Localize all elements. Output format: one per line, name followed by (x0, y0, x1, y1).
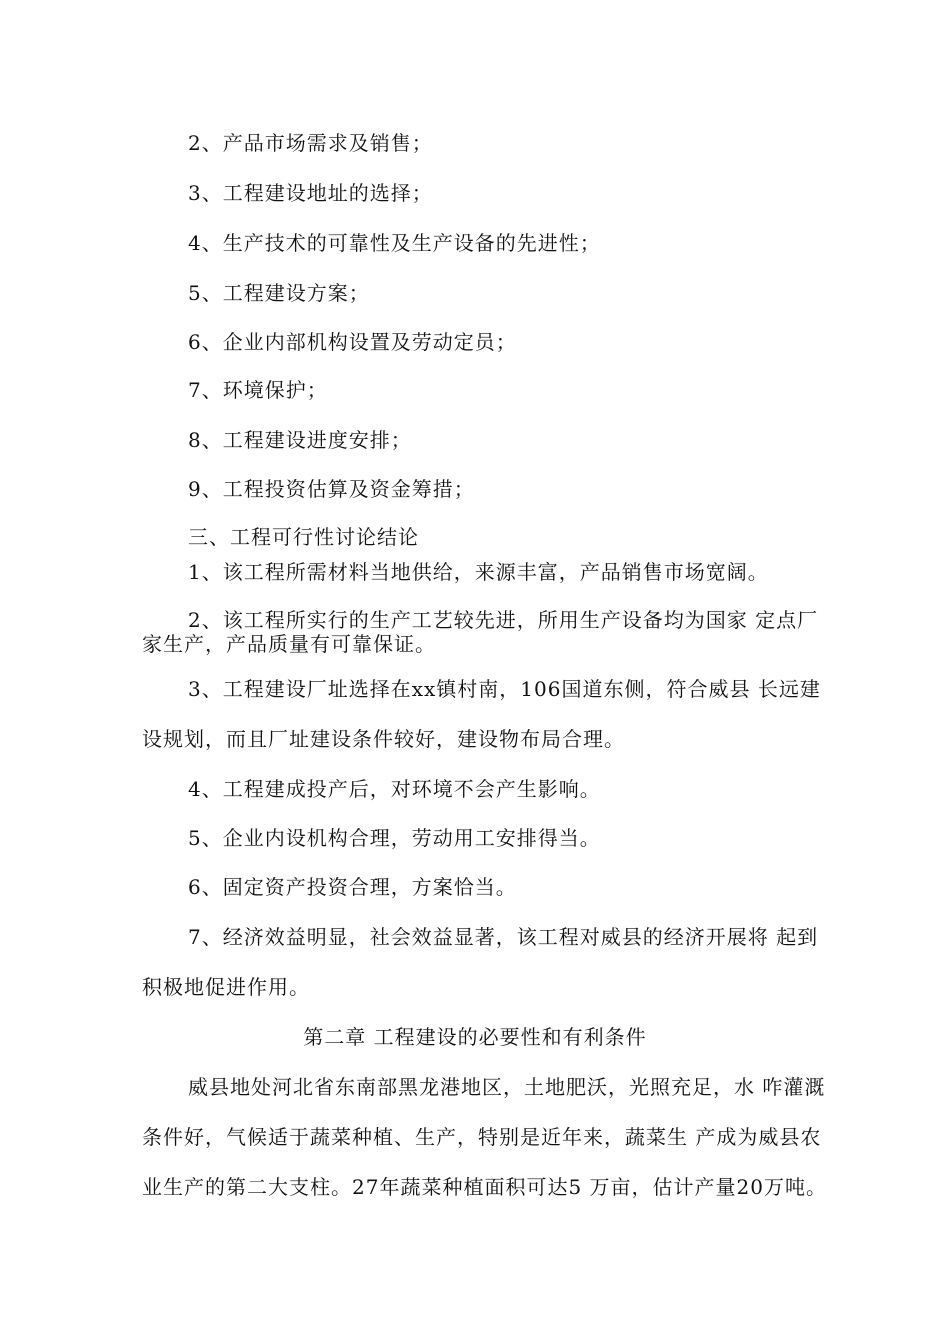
list-item-5: 5、工程建设方案； (188, 281, 370, 305)
chapter-paragraph-line-2: 条件好，气候适于蔬菜种植、生产，特别是近年来，蔬菜生 产成为威县农 (142, 1125, 822, 1149)
conclusion-paragraph-3-line-1: 3、工程建设厂址选择在xx镇村南，106国道东侧，符合威县 长远建 (188, 677, 821, 701)
chapter-paragraph-line-1: 威县地处河北省东南部黑龙港地区，土地肥沃，光照充足，水 咋灌溉 (188, 1075, 826, 1099)
section-heading-conclusion: 三、工程可行性讨论结论 (188, 525, 419, 549)
conclusion-paragraph-1: 1、该工程所需材料当地供给，来源丰富，产品销售市场宽阔。 (188, 560, 769, 584)
conclusion-paragraph-2-line-2: 家生产，产品质量有可靠保证。 (142, 632, 436, 656)
list-item-3: 3、工程建设地址的选择； (188, 181, 433, 205)
list-item-7: 7、环境保护； (188, 378, 328, 402)
conclusion-paragraph-7-line-1: 7、经济效益明显，社会效益显著，该工程对威县的经济开展将 起到 (188, 925, 819, 949)
list-item-4: 4、生产技术的可靠性及生产设备的先进性； (188, 231, 601, 255)
list-item-9: 9、工程投资估算及资金筹措； (188, 477, 475, 501)
list-item-6: 6、企业内部机构设置及劳动定员； (188, 330, 517, 354)
conclusion-paragraph-6: 6、固定资产投资合理，方案恰当。 (188, 875, 517, 899)
conclusion-paragraph-3-line-2: 设规划，而且厂址建设条件较好，建设物布局合理。 (142, 727, 625, 751)
chapter-title: 第二章 工程建设的必要性和有利条件 (303, 1025, 647, 1049)
conclusion-paragraph-4: 4、工程建成投产后，对环境不会产生影响。 (188, 777, 601, 801)
conclusion-paragraph-7-line-2: 积极地促进作用。 (142, 975, 310, 999)
conclusion-paragraph-2-line-1: 2、该工程所实行的生产工艺较先进，所用生产设备均为国家 定点厂 (188, 608, 819, 632)
chapter-paragraph-line-3: 业生产的第二大支柱。27年蔬菜种植面积可达5 万亩，估计产量20万吨。 (142, 1175, 827, 1199)
list-item-8: 8、工程建设进度安排； (188, 428, 412, 452)
list-item-2: 2、产品市场需求及销售； (188, 131, 433, 155)
conclusion-paragraph-5: 5、企业内设机构合理，劳动用工安排得当。 (188, 826, 601, 850)
